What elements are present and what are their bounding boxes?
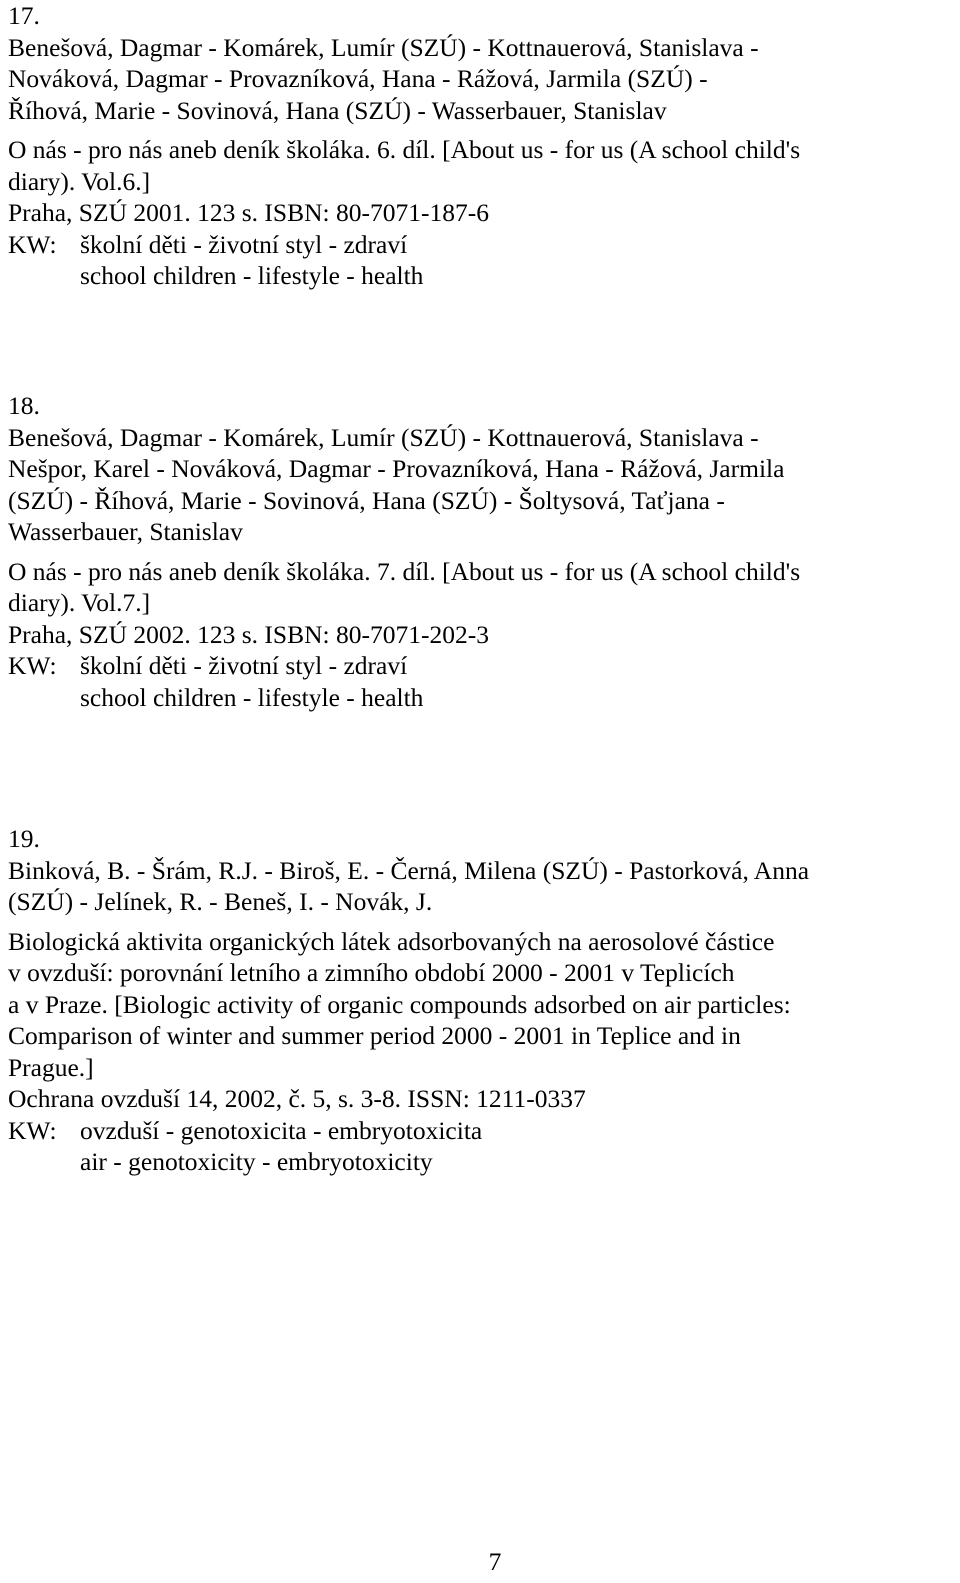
entry-keywords-cz	[8, 1115, 953, 1147]
keywords-czech: školní děti - životní styl - zdraví	[80, 651, 408, 680]
entry-number: 17.	[8, 1, 40, 30]
keywords-english: school children - lifestyle - health	[80, 261, 424, 290]
entry-number: 18.	[8, 391, 40, 420]
entry-title-line: Prague.]	[8, 1052, 94, 1082]
entry-authors-line: Wasserbauer, Stanislav	[8, 517, 243, 546]
bibliography-entry	[8, 0, 953, 292]
entry-title-line: Comparison of winter and summer period 2000 - 2001 in Teplice and in	[8, 1021, 741, 1050]
keywords-english: school children - lifestyle - health	[80, 682, 424, 712]
entry-title-line: O nás - pro nás aneb deník školáka. 6. díl. [About us - for us (A school child's	[8, 135, 801, 164]
entry-authors-line: Říhová, Marie - Sovinová, Hana (SZÚ) - Wasserbauer, Stanislav	[8, 95, 667, 125]
entry-authors-line: Nešpor, Karel - Nováková, Dagmar - Provazníková, Hana - Rážová, Jarmila	[8, 454, 785, 483]
entry-publication: Ochrana ovzduší 14, 2002, č. 5, s. 3-8. ISSN: 1211-0337	[8, 1084, 586, 1113]
entry-title-line: a v Praze. [Biologic activity of organic compounds adsorbed on air particles:	[8, 989, 791, 1019]
entry-keywords-en	[8, 682, 953, 714]
entry-authors-line: Nováková, Dagmar - Provazníková, Hana - Rážová, Jarmila (SZÚ) -	[8, 64, 708, 93]
entry-publication: Praha, SZÚ 2002. 123 s. ISBN: 80-7071-202-3	[8, 619, 489, 649]
entry-title-line: Biologická aktivita organických látek adsorbovaných na aerosolové částice	[8, 926, 775, 956]
keywords-label: KW:	[8, 229, 57, 259]
entry-keywords-cz	[8, 650, 953, 682]
page-number: 7	[488, 1547, 502, 1576]
entry-authors-line: Binková, B. - Šrám, R.J. - Biroš, E. - Černá, Milena (SZÚ) - Pastorková, Anna	[8, 855, 810, 885]
keywords-czech: ovzduší - genotoxicita - embryotoxicita	[80, 1115, 483, 1145]
entry-keywords-en	[8, 1146, 953, 1178]
bibliography-entry	[8, 823, 953, 1178]
entry-title-line: diary). Vol.7.]	[8, 588, 151, 617]
entry-number: 19.	[8, 824, 40, 853]
entry-authors-line: Benešová, Dagmar - Komárek, Lumír (SZÚ) - Kottnauerová, Stanislava -	[8, 32, 759, 62]
entry-publication: Praha, SZÚ 2001. 123 s. ISBN: 80-7071-187-6	[8, 198, 489, 227]
entry-authors-line: (SZÚ) - Jelínek, R. - Beneš, I. - Novák, J.	[8, 887, 433, 916]
bibliography-entry	[8, 390, 953, 713]
entry-keywords-en	[8, 260, 953, 292]
entry-keywords-cz	[8, 229, 953, 261]
entry-title-line: diary). Vol.6.]	[8, 166, 151, 196]
keywords-czech: školní děti - životní styl - zdraví	[80, 229, 408, 259]
entry-authors-line: Benešová, Dagmar - Komárek, Lumír (SZÚ) - Kottnauerová, Stanislava -	[8, 422, 759, 452]
entry-authors-line: (SZÚ) - Říhová, Marie - Sovinová, Hana (SZÚ) - Šoltysová, Taťjana -	[8, 485, 725, 515]
entry-title-line: v ovzduší: porovnání letního a zimního období 2000 - 2001 v Teplicích	[8, 958, 735, 987]
entry-title-line: O nás - pro nás aneb deník školáka. 7. díl. [About us - for us (A school child's	[8, 556, 801, 586]
keywords-label: KW:	[8, 1115, 57, 1145]
keywords-label: KW:	[8, 651, 57, 680]
keywords-english: air - genotoxicity - embryotoxicity	[80, 1147, 433, 1176]
